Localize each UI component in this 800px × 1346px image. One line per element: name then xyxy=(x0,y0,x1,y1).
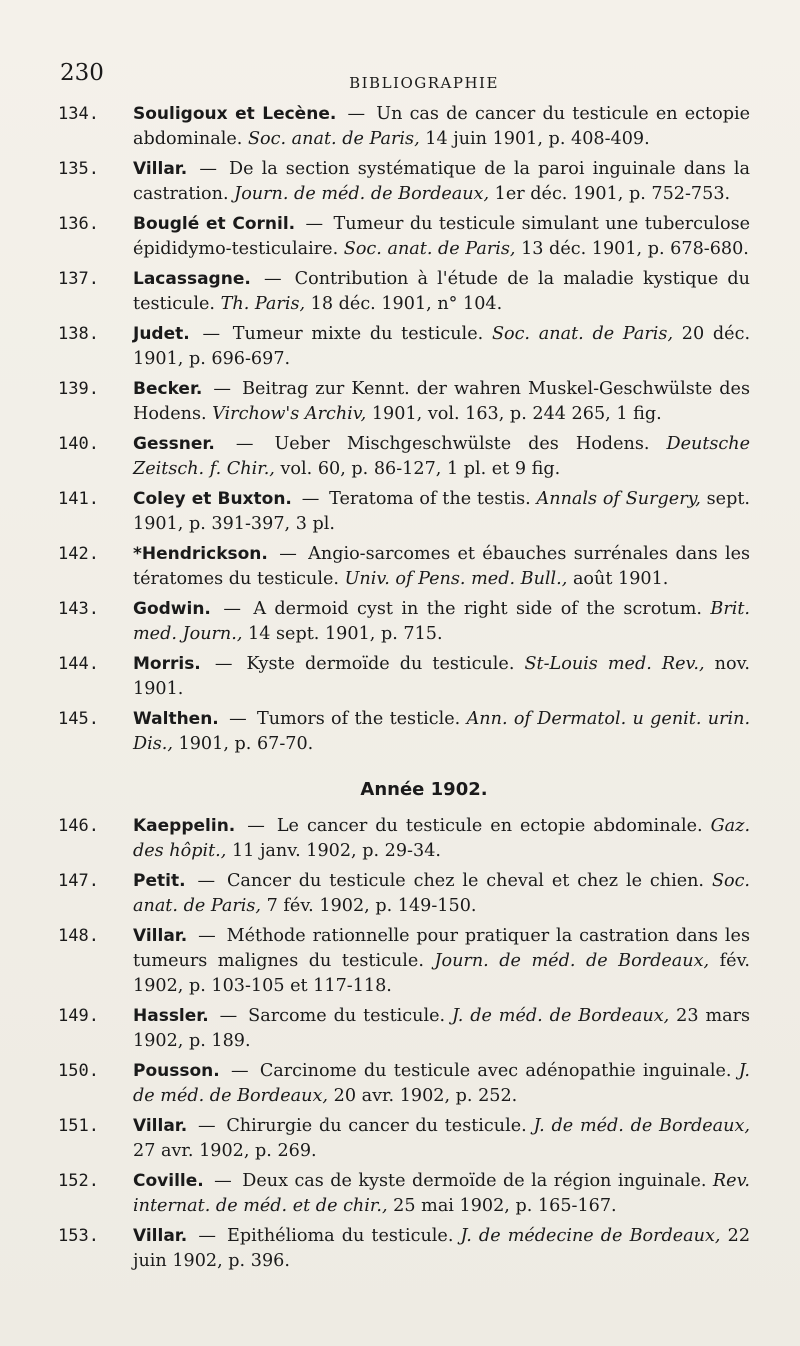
entry-details: 1901, vol. 163, p. 244 265, 1 fig. xyxy=(371,404,662,424)
entry-title: Carcinome du testicule avec adénopathie inguinale. xyxy=(259,1061,732,1081)
entry-number: 140. xyxy=(58,434,99,454)
entry-title: Teratoma of the testis. xyxy=(329,489,531,509)
entry-title: Tumors of the testicle. xyxy=(256,709,461,729)
entry-number: 144. xyxy=(58,654,99,674)
entry-dash: — xyxy=(229,709,247,729)
entry-author: Villar. xyxy=(133,1116,188,1136)
bibliography-entry xyxy=(58,1169,750,1219)
entry-source: Deutsche Zeitsch. f. Chir., xyxy=(133,434,751,479)
bibliography-entry xyxy=(58,542,750,592)
entry-dash: — xyxy=(202,324,221,344)
entry-details: 20 avr. 1902, p. 252. xyxy=(333,1086,518,1106)
entry-source: Brit. med. Journ., xyxy=(133,599,751,644)
entry-author: Bouglé et Cornil. xyxy=(133,214,296,234)
entry-dash: — xyxy=(197,871,216,891)
bibliography-list-1901 xyxy=(58,102,750,757)
entry-details: août 1901. xyxy=(572,569,669,589)
entry-title: Epithélioma du testicule. xyxy=(227,1226,454,1246)
entry-title: Kyste dermoïde du testicule. xyxy=(246,654,515,674)
bibliography-entry xyxy=(58,322,750,372)
entry-author: Hassler. xyxy=(133,1006,209,1026)
entry-dash: — xyxy=(305,214,324,234)
entry-number: 137. xyxy=(58,269,99,289)
entry-number: 141. xyxy=(58,489,99,509)
bibliography-entry xyxy=(58,597,750,647)
entry-number: 149. xyxy=(58,1006,99,1026)
bibliography-entry xyxy=(58,1004,750,1054)
entry-source: Journ. de méd. de Bordeaux, xyxy=(234,184,490,204)
entry-source: Virchow's Archiv, xyxy=(212,404,367,424)
entry-details: 11 janv. 1902, p. 29-34. xyxy=(231,841,441,861)
bibliography-entry xyxy=(58,157,750,207)
entry-author: Morris. xyxy=(133,654,201,674)
entry-title: Chirurgie du cancer du testicule. xyxy=(226,1116,527,1136)
entry-details: 7 fév. 1902, p. 149-150. xyxy=(266,896,477,916)
entry-title: De la section systématique de la paroi inguinale dans la castration. xyxy=(133,159,750,204)
entry-number: 146. xyxy=(58,816,99,836)
entry-author: Judet. xyxy=(133,324,190,344)
entry-details: fév. 1902, p. 103-105 et 117-118. xyxy=(133,951,751,996)
entry-number: 153. xyxy=(58,1226,99,1246)
bibliography-entry xyxy=(58,212,750,262)
running-head: BIBLIOGRAPHIE xyxy=(349,74,499,92)
entry-title: Beitrag zur Kennt. der wahren Muskel-Geschwülste des Hodens. xyxy=(133,379,750,424)
bibliography-entry xyxy=(58,814,750,864)
bibliography-entry xyxy=(58,102,750,152)
entry-source: J. de méd. de Bordeaux, xyxy=(533,1116,751,1136)
bibliography-entry xyxy=(58,487,750,537)
entry-details: 1901, p. 67-70. xyxy=(178,734,314,754)
entry-number: 145. xyxy=(58,709,99,729)
entry-title: A dermoid cyst in the right side of the scrotum. xyxy=(253,599,702,619)
entry-number: 136. xyxy=(58,214,99,234)
entry-details: 14 sept. 1901, p. 715. xyxy=(248,624,443,644)
bibliography-entry xyxy=(58,377,750,427)
entry-dash: — xyxy=(223,599,241,619)
entry-number: 142. xyxy=(58,544,99,564)
entry-source: Journ. de méd. de Bordeaux, xyxy=(434,951,710,971)
entry-dash: — xyxy=(230,1061,249,1081)
entry-dash: — xyxy=(247,816,265,836)
entry-dash: — xyxy=(219,1006,238,1026)
entry-number: 135. xyxy=(58,159,99,179)
entry-title: Méthode rationnelle pour pratiquer la castration dans les tumeurs malignes du testicule. xyxy=(133,926,750,971)
entry-dash: — xyxy=(347,104,366,124)
entry-source: Univ. of Pens. med. Bull., xyxy=(344,569,568,589)
entry-dash: — xyxy=(197,1116,216,1136)
entry-title: Ueber Mischgeschwülste des Hodens. xyxy=(274,434,650,454)
entry-title: Tumeur mixte du testicule. xyxy=(232,324,484,344)
entry-details: vol. 60, p. 86-127, 1 pl. et 9 fig. xyxy=(280,459,561,479)
entry-source: J. de méd. de Bordeaux, xyxy=(133,1061,751,1106)
page-header xyxy=(58,58,750,98)
page-number: 230 xyxy=(60,60,104,86)
entry-dash: — xyxy=(214,654,233,674)
entry-details: 22 juin 1902, p. 396. xyxy=(133,1226,751,1271)
entry-source: Soc. anat. de Paris, xyxy=(343,239,516,259)
entry-details: 25 mai 1902, p. 165-167. xyxy=(393,1196,617,1216)
bibliography-entry xyxy=(58,924,750,999)
entry-details: 14 juin 1901, p. 408-409. xyxy=(425,129,650,149)
entry-title: Sarcome du testicule. xyxy=(248,1006,446,1026)
entry-source: Soc. anat. de Paris, xyxy=(247,129,420,149)
entry-source: Th. Paris, xyxy=(220,294,306,314)
entry-source: Rev. internat. de méd. et de chir., xyxy=(133,1171,751,1216)
entry-details: sept. 1901, p. 391-397, 3 pl. xyxy=(133,489,750,534)
entry-title: Deux cas de kyste dermoïde de la région inguinale. xyxy=(242,1171,707,1191)
section-heading-year: Année 1902. xyxy=(360,779,488,800)
entry-source: Annals of Surgery, xyxy=(536,489,701,509)
entry-author: Coville. xyxy=(133,1171,204,1191)
entry-details: 18 déc. 1901, n° 104. xyxy=(310,294,503,314)
entry-dash: — xyxy=(199,159,217,179)
entry-number: 134. xyxy=(58,104,99,124)
entry-number: 138. xyxy=(58,324,99,344)
entry-author: Godwin. xyxy=(133,599,211,619)
bibliography-entry xyxy=(58,1114,750,1164)
entry-source: Ann. of Dermatol. u genit. urin. Dis., xyxy=(133,709,751,754)
entry-details: nov. 1901. xyxy=(133,654,751,699)
entry-details: 13 déc. 1901, p. 678-680. xyxy=(521,239,749,259)
entry-dash: — xyxy=(263,269,282,289)
entry-title: Un cas de cancer du testicule en ectopie abdominale. xyxy=(133,104,750,149)
entry-details: 1er déc. 1901, p. 752-753. xyxy=(494,184,731,204)
entry-author: Lacassagne. xyxy=(133,269,251,289)
entry-source: St-Louis med. Rev., xyxy=(524,654,705,674)
entry-dash: — xyxy=(279,544,297,564)
entry-source: J. de médecine de Bordeaux, xyxy=(460,1226,721,1246)
entry-dash: — xyxy=(213,379,232,399)
bibliography-list-1902 xyxy=(58,814,750,1274)
entry-title: Cancer du testicule chez le cheval et chez le chien. xyxy=(226,871,705,891)
bibliography-entry xyxy=(58,1224,750,1274)
bibliography-entry xyxy=(58,707,750,757)
entry-number: 152. xyxy=(58,1171,99,1191)
entry-dash: — xyxy=(214,1171,232,1191)
entry-number: 148. xyxy=(58,926,99,946)
entry-details: 27 avr. 1902, p. 269. xyxy=(133,1141,317,1161)
entry-source: Gaz. des hôpit., xyxy=(133,816,751,861)
bibliography-entry xyxy=(58,869,750,919)
entry-author: Petit. xyxy=(133,871,186,891)
bibliography-entry xyxy=(58,652,750,702)
entry-number: 139. xyxy=(58,379,99,399)
entry-source: Soc. anat. de Paris, xyxy=(133,871,751,916)
entry-dash: — xyxy=(198,1226,216,1246)
entry-number: 151. xyxy=(58,1116,99,1136)
entry-source: J. de méd. de Bordeaux, xyxy=(452,1006,670,1026)
entry-title: Le cancer du testicule en ectopie abdominale. xyxy=(276,816,703,836)
bibliography-entry xyxy=(58,1059,750,1109)
entry-dash: — xyxy=(301,489,320,509)
entry-number: 150. xyxy=(58,1061,99,1081)
entry-title: Contribution à l'étude de la maladie kystique du testicule. xyxy=(133,269,750,314)
entry-number: 143. xyxy=(58,599,99,619)
bibliography-entry xyxy=(58,432,750,482)
entry-details: 20 déc. 1901, p. 696-697. xyxy=(133,324,751,369)
entry-author: Villar. xyxy=(133,159,188,179)
entry-source: Soc. anat. de Paris, xyxy=(491,324,674,344)
entry-details: 23 mars 1902, p. 189. xyxy=(133,1006,751,1051)
entry-author: Walthen. xyxy=(133,709,219,729)
entry-dash: — xyxy=(235,434,254,454)
entry-author: Gessner. xyxy=(133,434,215,454)
entry-author: Souligoux et Lecène. xyxy=(133,104,337,124)
entry-author: Villar. xyxy=(133,926,188,946)
entry-author: Kaeppelin. xyxy=(133,816,236,836)
entry-number: 147. xyxy=(58,871,99,891)
entry-title: Angio-sarcomes et ébauches surrénales dans les tératomes du testicule. xyxy=(133,544,751,589)
entry-title: Tumeur du testicule simulant une tuberculose épididymo-testiculaire. xyxy=(133,214,751,259)
entry-author: Coley et Buxton. xyxy=(133,489,292,509)
entry-dash: — xyxy=(198,926,216,946)
entry-author: *Hendrickson. xyxy=(133,544,268,564)
entry-author: Villar. xyxy=(133,1226,188,1246)
entry-author: Pousson. xyxy=(133,1061,220,1081)
entry-author: Becker. xyxy=(133,379,203,399)
bibliography-entry xyxy=(58,267,750,317)
